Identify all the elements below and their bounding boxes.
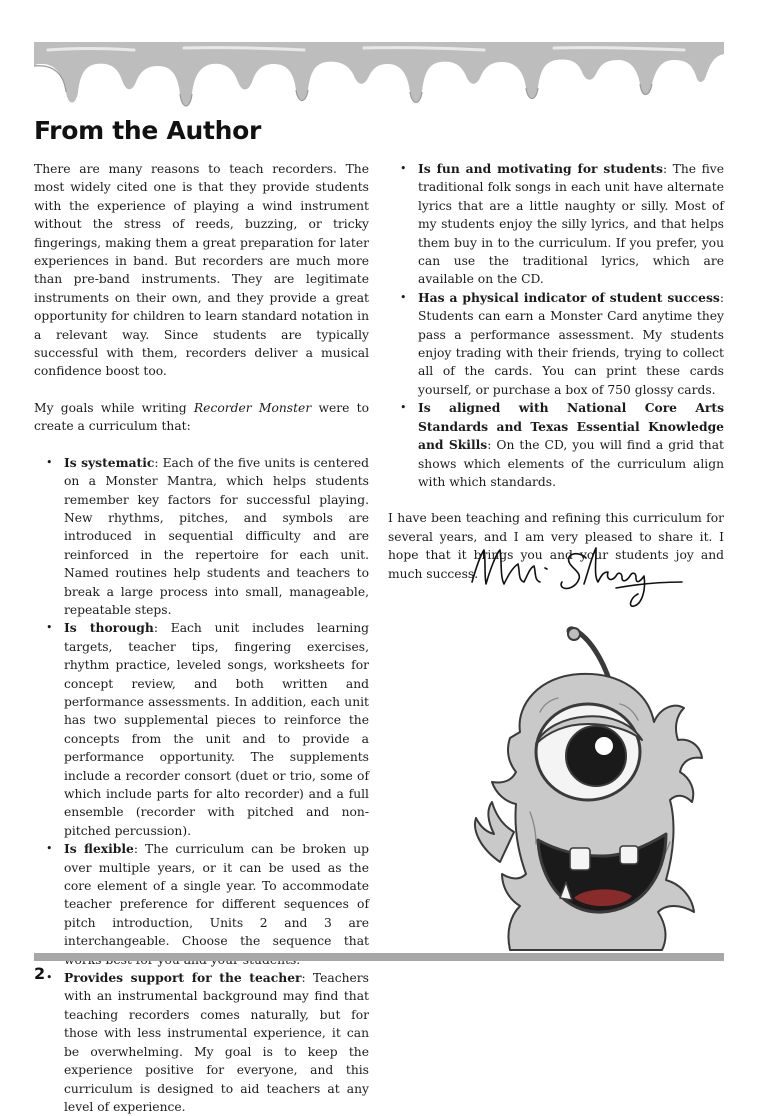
bullet-icon: •	[46, 842, 53, 856]
bullet-icon: •	[46, 971, 53, 985]
list-item	[34, 969, 369, 1116]
monster-illustration	[470, 612, 720, 952]
bullet-icon: •	[46, 621, 53, 635]
list-item-lead: Is fun and motivating for students	[418, 161, 663, 176]
page-title: From the Author	[34, 116, 262, 145]
list-item	[34, 454, 369, 620]
list-item	[388, 399, 724, 491]
list-item	[34, 840, 369, 969]
list-item-text: : Students can earn a Monster Card anytime they pass a performance assessment. My students enjoy trading with their friends, trying to collect all of the cards. You can print these cards yourself, or purchase a box of 750 glossy cards.	[418, 290, 724, 397]
closing-paragraph: I have been teaching and refining this curriculum for several years, and I am very pleased to share it. I hope that it brings you and your students joy and much success.	[388, 511, 724, 581]
bullet-icon: •	[46, 455, 53, 469]
left-column	[34, 160, 369, 1116]
list-item-lead: Provides support for the teacher	[64, 970, 302, 986]
right-column	[388, 160, 724, 601]
intro-paragraph: There are many reasons to teach recorders. The most widely cited one is that they provide students with the experience of playing a wind instrument without the stress of reeds, buzzing, or tricky fingerings, making them a great preparation for later experiences in band. But recorders are much more than pre-band instruments. They are legitimate instruments on their own, and they provide a great opportunity for children to learn standard notation in a relevant way. Since students are typically successful with them, recorders deliver a musical confidence boost too.	[34, 162, 369, 379]
signature-icon	[466, 538, 686, 610]
goals-paragraph	[34, 399, 369, 436]
list-item-lead: Is systematic	[64, 454, 155, 470]
list-item-text: : On the CD, you will find a grid that shows which elements of the curriculum align with which standards.	[418, 438, 724, 489]
list-item-lead: Is flexible	[64, 841, 134, 857]
book-title: Recorder Monster	[193, 400, 312, 415]
list-item-lead: Is aligned with National Core Arts Standards and Texas Essential Knowledge and Skills	[418, 400, 724, 453]
list-item-text: : Teachers with an instrumental background may find that teaching recorders comes naturally, but for those with less instrumental experience, it can be overwhelming. My goal is to keep the experience positive for everyone, and this curriculum is designed to aid teachers at any level of experience.	[64, 971, 369, 1114]
left-goal-list	[34, 454, 369, 1116]
list-item-text: : The five traditional folk songs in each unit have alternate lyrics that are a little naughty or silly. Most of my students enjoy the silly lyrics, and that helps them buy in to the curriculum. If you prefer, you can use the traditional lyrics, which are available on the CD.	[418, 162, 724, 287]
bullet-icon: •	[400, 401, 407, 415]
dripping-slime-banner	[34, 42, 724, 122]
right-goal-list	[388, 160, 724, 491]
list-item	[388, 160, 724, 289]
list-item-lead: Has a physical indicator of student success	[418, 289, 720, 305]
bullet-icon: •	[400, 290, 407, 304]
goals-text-after: were to create a curriculum that:	[34, 400, 369, 434]
list-item	[34, 619, 369, 840]
list-item-text: : The curriculum can be broken up over multiple years, or it can be used as the core element of a single year. To accommodate teacher preference for different sequences of pitch introduction, Units 2 and 3 are interchangeable. Choose the sequence that	[64, 842, 369, 949]
bullet-icon: •	[400, 162, 407, 175]
list-item	[388, 289, 724, 399]
list-item-text: : Each unit includes learning targets, teacher tips, fingering exercises, rhythm practice, leveled songs, worksheets for concept review, and both written and performance assessments. In addition, each unit has two supplemental pieces to reinforce the concepts from the unit and to provide a performance opportunity. The supplements include a recorder consort (duet or trio, some of which include parts for alto recorder) and a full ensemble (recorder with pitched and non-pitched percussion).	[64, 621, 369, 838]
footer-bar	[34, 953, 724, 961]
list-item-lead: Is thorough	[64, 620, 154, 636]
list-item-text: : Each of the five units is centered on a Monster Mantra, which helps students remember key factors for successful playing. New rhythms, pitches, and symbols are introduced in sequential difficulty and are reinforced in the repertoire for each unit. Named routines help students and teachers to break a large process into small, manageable, repeatable steps.	[64, 455, 369, 617]
goals-text-before: My goals while writing	[34, 400, 194, 415]
page-number: 2	[34, 964, 46, 983]
